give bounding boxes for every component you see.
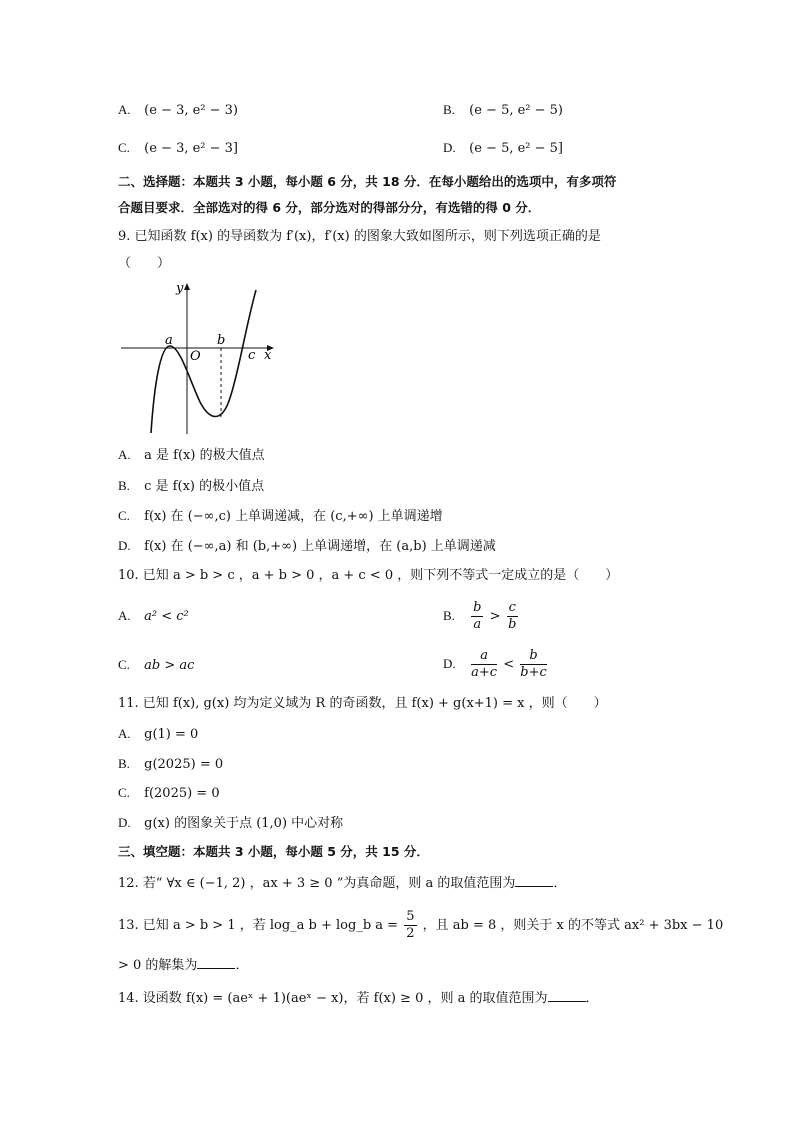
denominator: a — [473, 617, 482, 632]
q10-stem: 10. 已知 a > b > c ，a + b > 0 ，a + c < 0 ，则下列不等式一定成立的是（ ） — [118, 568, 619, 583]
q10-option-a — [118, 606, 189, 627]
numerator: 5 — [406, 909, 415, 924]
q11-option-a — [118, 724, 198, 745]
q11-option-d — [118, 813, 343, 834]
option-expr: (e − 3, e² − 3] — [144, 141, 239, 156]
option-label: B. — [443, 608, 455, 623]
denominator: a+c — [471, 665, 498, 680]
option-label: D. — [443, 656, 456, 671]
origin-label: O — [190, 349, 201, 364]
option-label: C. — [118, 657, 130, 672]
option-label: D. — [118, 815, 131, 830]
a-label: a — [165, 333, 173, 348]
option-label: A. — [118, 608, 131, 623]
q9-option-c — [118, 506, 443, 527]
answer-blank[interactable] — [515, 873, 553, 887]
q13-stem — [118, 908, 723, 944]
option-label: A. — [118, 447, 131, 462]
q11-option-c — [118, 783, 220, 804]
q14-text: 14. 设函数 f(x) = (aeˣ + 1)(aeˣ − x)，若 f(x) ≥ 0 ，则 a 的取值范围为 — [118, 991, 548, 1006]
derivative-graph — [118, 278, 280, 438]
q9-stem: 9. 已知函数 f(x) 的导函数为 f′(x)，f′(x) 的图象大致如图所示，则下列选项正确的是 — [118, 229, 601, 244]
q11-stem: 11. 已知 f(x), g(x) 均为定义域为 R 的奇函数，且 f(x) + g(x+1) = x ，则（ ） — [118, 696, 607, 711]
option-expr: f(2025) = 0 — [144, 786, 220, 801]
option-label: C. — [118, 785, 130, 800]
option-text: g(x) 的图象关于点 (1,0) 中心对称 — [144, 816, 344, 831]
q10-option-d — [443, 646, 549, 683]
numerator: a — [471, 648, 497, 665]
denominator: b+c — [520, 665, 547, 680]
x-axis-label: x — [264, 348, 272, 363]
q9-option-a — [118, 445, 265, 466]
q14-stem — [118, 988, 599, 1009]
option-label: B. — [443, 102, 455, 117]
section2-heading-line2: 合题目要求．全部选对的得 6 分，部分选对的得部分分，有选错的得 0 分． — [118, 200, 541, 215]
y-axis-arrow — [184, 283, 190, 290]
q13-text-cont: ，且 ab = 8 ，则关于 x 的不等式 ax² + 3bx − 10 — [422, 918, 724, 933]
numerator: c — [508, 600, 516, 615]
q12-tail: ． — [553, 876, 567, 891]
fraction — [507, 600, 518, 633]
numerator: b — [520, 648, 547, 665]
q12-text: 12. 若“ ∀x ∈ (−1, 2) ，ax + 3 ≥ 0 ”为真命题，则 a 的取值范围为 — [118, 876, 516, 891]
fraction — [471, 600, 483, 633]
option-expr: (e − 5, e² − 5] — [469, 141, 564, 156]
option-label: B. — [118, 478, 130, 493]
y-axis-label: y — [176, 281, 184, 296]
option-text: f(x) 在 (−∞,c) 上单调递减，在 (c,+∞) 上单调递增 — [144, 509, 443, 524]
option-label: C. — [118, 508, 130, 523]
option-label: A. — [118, 726, 131, 741]
option-text: a 是 f(x) 的极大值点 — [144, 448, 265, 463]
answer-blank[interactable] — [548, 988, 586, 1002]
operator: > — [489, 609, 501, 624]
q13-tail: ． — [235, 958, 249, 973]
option-label: D. — [443, 140, 456, 155]
option-expr: g(1) = 0 — [144, 727, 199, 742]
q8-option-b — [443, 100, 563, 121]
derivative-curve — [151, 290, 256, 433]
section3-heading: 三、填空题：本题共 3 小题，每小题 5 分，共 15 分． — [118, 844, 429, 859]
denominator: 2 — [406, 926, 415, 941]
q12-stem — [118, 873, 566, 894]
option-expr: (e − 3, e² − 3) — [144, 103, 239, 118]
option-expr: (e − 5, e² − 5) — [469, 103, 564, 118]
option-label: D. — [118, 538, 131, 553]
option-text: f(x) 在 (−∞,a) 和 (b,+∞) 上单调递增，在 (a,b) 上单调递减 — [144, 539, 496, 554]
q9-option-d — [118, 536, 496, 557]
option-expr: ab > ac — [144, 658, 195, 673]
option-text: c 是 f(x) 的极小值点 — [144, 479, 265, 494]
option-label: C. — [118, 140, 130, 155]
q14-tail: ． — [585, 991, 599, 1006]
fraction — [520, 648, 547, 681]
q13-line2-text: > 0 的解集为 — [118, 958, 198, 973]
b-label: b — [217, 333, 226, 348]
q9-option-b — [118, 476, 264, 497]
section2-heading-line1: 二、选择题：本题共 3 小题，每小题 6 分，共 18 分．在每小题给出的选项中，有多项符 — [118, 174, 617, 189]
q13-stem-line2 — [118, 955, 248, 976]
option-expr: a² < c² — [144, 609, 189, 624]
operator: < — [503, 657, 515, 672]
fraction — [471, 648, 497, 681]
denominator: b — [508, 617, 517, 632]
q13-text: 13. 已知 a > b > 1 ，若 log_a b + log_b a = — [118, 918, 399, 933]
q10-option-c — [118, 655, 194, 676]
option-label: A. — [118, 102, 131, 117]
q11-option-b — [118, 754, 223, 775]
numerator: b — [473, 600, 482, 615]
q9-stem-paren: （ ） — [118, 256, 171, 271]
option-expr: g(2025) = 0 — [144, 757, 224, 772]
q8-option-c — [118, 138, 238, 159]
q8-option-a — [118, 100, 238, 121]
answer-blank[interactable] — [197, 955, 235, 969]
q8-option-d — [443, 138, 563, 159]
fraction — [404, 909, 416, 942]
option-label: B. — [118, 756, 130, 771]
q10-option-b — [443, 598, 520, 635]
c-label: c — [248, 348, 256, 363]
